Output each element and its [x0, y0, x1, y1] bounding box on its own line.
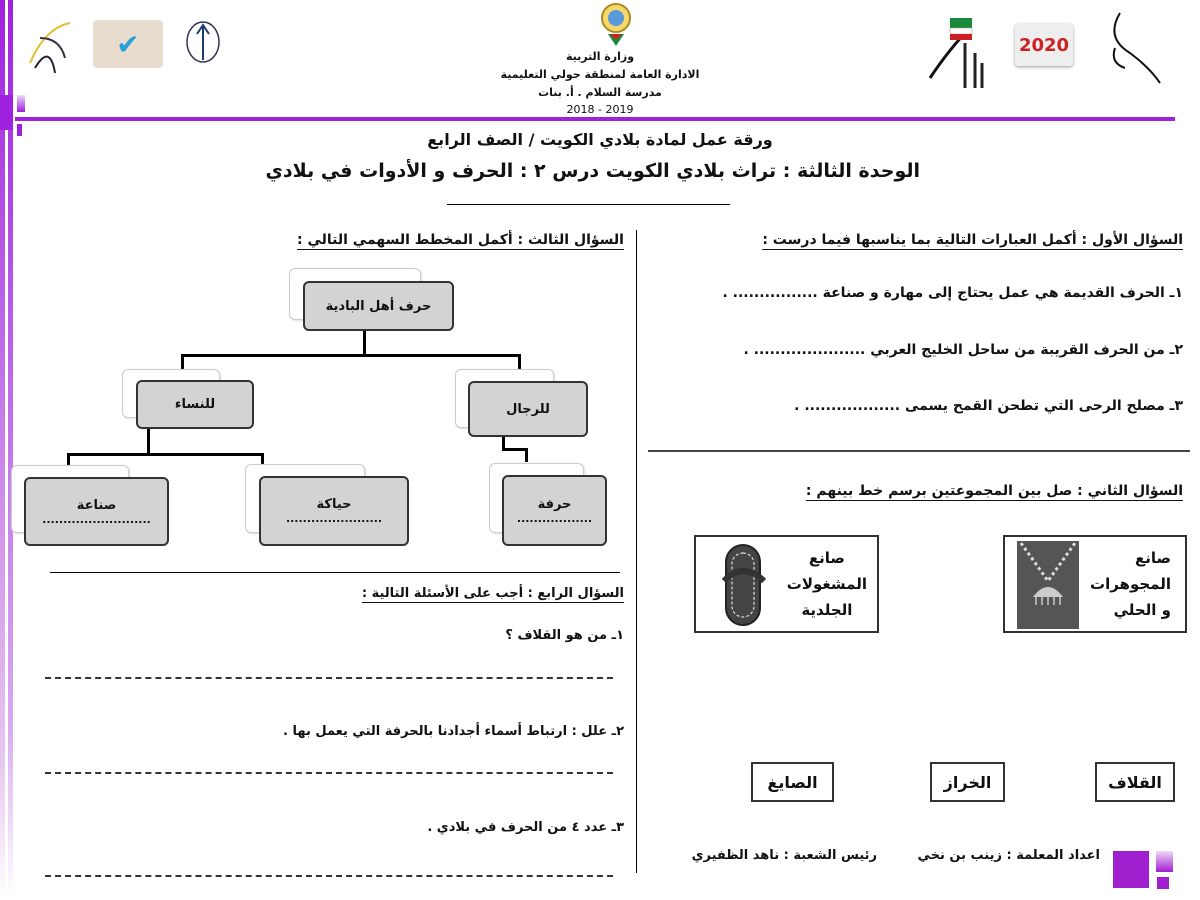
directorate-name: الادارة العامة لمنطقة حولي التعليمية [500, 68, 700, 81]
q4-item-1: ١ـ من هو القلاف ؟ [505, 628, 624, 643]
vision-2020-text: 2020 [1018, 34, 1070, 56]
node-making[interactable] [24, 477, 169, 546]
q4-heading: السؤال الرابع : أجب على الأسئلة التالية : [361, 586, 624, 601]
kuwait-emblem [595, 2, 637, 47]
necklace-icon [1017, 541, 1079, 629]
node-men [468, 381, 588, 437]
node-women [136, 380, 254, 429]
card-line: و الحلي [1113, 601, 1171, 619]
node-label: حرف أهل البادية [325, 298, 432, 314]
lesson-title: الوحدة الثالثة : تراث بلادي الكويت درس ٢ : الحرف و الأدوات في بلادي [265, 160, 920, 182]
answer-line[interactable] [45, 677, 613, 679]
purple-square-small [17, 95, 25, 112]
card-line: صانع [1134, 549, 1171, 567]
q1-item-1: ١ـ الحرف القديمة هي عمل يحتاج إلى مهارة و صناعة ................ . [722, 285, 1183, 301]
card-line: صانع [808, 549, 845, 567]
ministry-name: وزارة التربية [565, 50, 635, 63]
ikhlas-logo-2 [1100, 8, 1170, 88]
q2-heading: السؤال الثاني : صل بين المجموعتين برسم خط بينهم : [805, 483, 1183, 499]
worksheet-title: ورقة عمل لمادة بلادي الكويت / الصف الرابع [427, 130, 773, 149]
q1-item-3: ٣ـ مصلح الرحى التي تطحن القمح يسمى .................. . [794, 398, 1183, 414]
purple-square-footer-tiny [1157, 877, 1169, 889]
node-label: حرفة [537, 496, 572, 512]
node-weaving[interactable] [259, 476, 409, 546]
q1-divider [648, 450, 1190, 452]
teacher-credit: اعداد المعلمة : زينب بن نخي [917, 848, 1100, 863]
card-line: الجلدية [801, 601, 853, 619]
connector [181, 354, 520, 357]
connector [147, 428, 150, 455]
card-line: المشغولات [786, 575, 867, 593]
answer-line[interactable] [45, 875, 613, 877]
purple-square-tiny [17, 124, 22, 136]
head-credit: رئيس الشعبة : ناهد الظفيري [691, 848, 877, 863]
node-men-craft[interactable] [502, 475, 607, 546]
node-label: حياكة [316, 497, 352, 512]
q3-divider [50, 572, 620, 573]
check-icon: ✔ [116, 27, 140, 61]
connector [502, 448, 527, 451]
left-purple-bar [0, 0, 5, 900]
jewelry-maker-label [1090, 545, 1171, 623]
ikhlas-logo-1 [920, 8, 1000, 98]
sandal-icon [720, 541, 768, 633]
connector [363, 330, 366, 356]
answer-blank[interactable]: ....................... [285, 512, 383, 525]
node-label: للرجال [506, 401, 550, 417]
vision-2020-logo [1015, 24, 1073, 66]
answer-line[interactable] [45, 772, 613, 774]
answer-blank[interactable]: .................. [516, 511, 593, 525]
word-box-qallaf[interactable]: القلاف [1095, 762, 1175, 802]
effective-school-logo [93, 20, 163, 68]
connector [525, 448, 528, 462]
q4-item-2: ٢ـ علل : ارتباط أسماء أجدادنا بالحرفة التي يعمل بها . [283, 724, 624, 739]
node-label: صناعة [76, 497, 117, 513]
word-box-sayegh[interactable]: الصايغ [751, 762, 834, 802]
left-purple-bar-2 [8, 0, 13, 900]
swirl-logo [25, 18, 75, 78]
school-name: مدرسة السلام . أ. بنات [538, 86, 662, 99]
q1-item-2: ٢ـ من الحرف القريبة من ساحل الخليج العربي ..................... . [743, 342, 1183, 358]
purple-square-footer [1113, 851, 1149, 888]
column-divider [636, 230, 637, 873]
word-box-kharraz[interactable]: الخراز [930, 762, 1005, 802]
q1-heading: السؤال الأول : أكمل العبارات التالية بما يناسبها فيما درست : [762, 232, 1183, 248]
school-year: 2018 - 2019 [566, 103, 634, 116]
jewelry-maker-card[interactable] [1003, 535, 1187, 633]
title-underline [447, 204, 730, 205]
leather-maker-card[interactable] [694, 535, 879, 633]
leather-maker-label [787, 545, 867, 623]
purple-square-footer-small [1156, 851, 1173, 872]
connector [67, 453, 263, 456]
purple-square-top [0, 95, 13, 130]
q3-heading: السؤال الثالث : أكمل المخطط السهمي التالي : [297, 232, 624, 248]
takamul-logo [183, 20, 223, 75]
node-root [303, 281, 454, 331]
answer-blank[interactable]: .......................... [42, 512, 151, 526]
q4-item-3: ٣ـ عدد ٤ من الحرف في بلادي . [427, 820, 624, 835]
node-label: للنساء [174, 397, 216, 412]
header-divider [15, 117, 1175, 121]
card-line: المجوهرات [1090, 575, 1171, 593]
